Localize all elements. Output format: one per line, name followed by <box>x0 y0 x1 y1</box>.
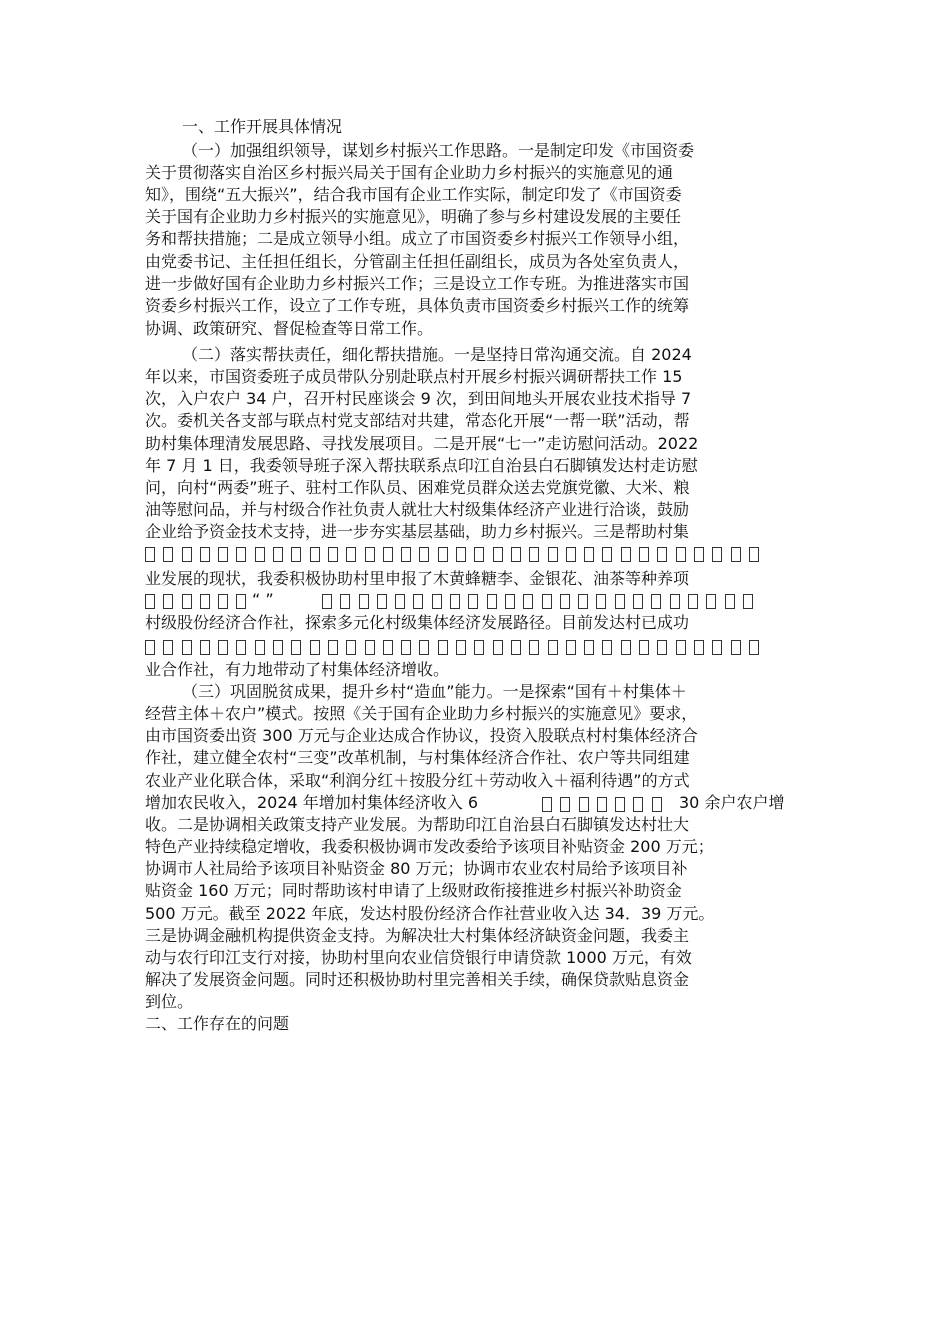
paragraph-line: 问，向村“两委”班子、驻村工作队员、困难党员群众送去党旗党徽、大米、粮 <box>145 478 690 497</box>
paragraph-line: 油等慰问品，并与村级合作社负责人就壮大村级集体经济产业进行洽谈，鼓励 <box>145 500 690 519</box>
missing-glyph-row <box>145 637 759 658</box>
paragraph-line: 解决了发展资金问题。同时还积极协助村里完善相关手续，确保贷款贴息资金 <box>145 970 690 989</box>
paragraph-line-tail: 30 余户农户增 <box>679 793 785 812</box>
missing-glyph-row <box>542 794 662 815</box>
missing-glyph-row <box>322 591 753 612</box>
paragraph-line: （三）巩固脱贫成果，提升乡村“造血”能力。一是探索“国有＋村集体＋ <box>182 682 687 701</box>
paragraph-line: 协调市人社局给予该项目补贴资金 80 万元；协调市农业农村局给予该项目补 <box>145 859 688 878</box>
paragraph-line: 业合作社，有力地带动了村集体经济增收。 <box>145 660 450 679</box>
paragraph-line: （二）落实帮扶责任，细化帮扶措施。一是坚持日常沟通交流。自 2024 <box>182 345 692 364</box>
missing-glyph-row <box>145 544 759 565</box>
paragraph-line: 务和帮扶措施；二是成立领导小组。成立了市国资委乡村振兴工作领导小组， <box>145 229 690 248</box>
section-heading: 一、工作开展具体情况 <box>182 117 343 136</box>
paragraph-line: 500 万元。截至 2022 年底，发达村股份经济合作社营业收入达 34．39 万元。 <box>145 904 715 923</box>
paragraph-line: 次，入户农户 34 户，召开村民座谈会 9 次，到田间地头开展农业技术指导 7 <box>145 389 692 408</box>
paragraph-line: 进一步做好国有企业助力乡村振兴工作；三是设立工作专班。为推进落实市国 <box>145 274 690 293</box>
paragraph-line: 特色产业持续稳定增收，我委积极协调市发改委给予该项目补贴资金 200 万元； <box>145 837 714 856</box>
paragraph-line: 由党委书记、主任担任组长，分管副主任担任副组长，成员为各处室负责人， <box>145 252 690 271</box>
missing-glyph-row <box>145 591 246 612</box>
paragraph-line: 资委乡村振兴工作，设立了工作专班，具体负责市国资委乡村振兴工作的统筹 <box>145 296 690 315</box>
quote-fragment: “ ” <box>252 590 274 609</box>
paragraph-line: 业发展的现状，我委积极协助村里申报了木黄蜂糖李、金银花、油茶等种养项 <box>145 569 690 588</box>
paragraph-line: 关于贯彻落实自治区乡村振兴局关于国有企业助力乡村振兴的实施意见的通 <box>145 163 674 182</box>
paragraph-line: 关于国有企业助力乡村振兴的实施意见》，明确了参与乡村建设发展的主要任 <box>145 207 682 226</box>
paragraph-line: 动与农行印江支行对接，协助村里向农业信贷银行申请贷款 1000 万元，有效 <box>145 948 692 967</box>
paragraph-line: 三是协调金融机构提供资金支持。为解决壮大村集体经济缺资金问题，我委主 <box>145 926 690 945</box>
paragraph-line: 作社，建立健全农村“三变”改革机制，与村集体经济合作社、农户等共同组建 <box>145 748 690 767</box>
paragraph-line: 增加农民收入，2024 年增加村集体经济收入 6 <box>145 793 479 812</box>
paragraph-line: 助村集体理清发展思路、寻找发展项目。二是开展“七一”走访慰问活动。2022 <box>145 434 699 453</box>
paragraph-line: 二、工作存在的问题 <box>145 1014 290 1033</box>
paragraph-line: 协调、政策研究、督促检查等日常工作。 <box>145 319 434 338</box>
paragraph-line: 农业产业化联合体，采取“利润分红＋按股分红＋劳动收入＋福利待遇”的方式 <box>145 771 690 790</box>
paragraph-line: 年 7 月 1 日，我委领导班子深入帮扶联系点印江自治县白石脚镇发达村走访慰 <box>145 456 698 475</box>
paragraph-line: 到位。 <box>145 992 194 1011</box>
paragraph-line: 村级股份经济合作社，探索多元化村级集体经济发展路径。目前发达村已成功 <box>145 613 690 632</box>
paragraph-line: 收。二是协调相关政策支持产业发展。为帮助印江自治县白石脚镇发达村壮大 <box>145 815 690 834</box>
paragraph-line: 企业给予资金技术支持，进一步夯实基层基础，助力乡村振兴。三是帮助村集 <box>145 522 690 541</box>
paragraph-line: 次。委机关各支部与联点村党支部结对共建，常态化开展“一帮一联”活动，帮 <box>145 411 690 430</box>
paragraph-line: 由市国资委出资 300 万元与企业达成合作协议，投资入股联点村村集体经济合 <box>145 726 698 745</box>
paragraph-line: （一）加强组织领导，谋划乡村振兴工作思路。一是制定印发《市国资委 <box>182 141 695 160</box>
paragraph-line: 经营主体＋农户”模式。按照《关于国有企业助力乡村振兴的实施意见》要求， <box>145 704 698 723</box>
paragraph-line: 贴资金 160 万元；同时帮助该村申请了上级财政衔接推进乡村振兴补助资金 <box>145 881 682 900</box>
paragraph-line: 知》，围绕“五大振兴”，结合我市国有企业工作实际，制定印发了《市国资委 <box>145 185 682 204</box>
paragraph-line: 年以来，市国资委班子成员带队分别赴联点村开展乡村振兴调研帮扶工作 15 <box>145 367 683 386</box>
